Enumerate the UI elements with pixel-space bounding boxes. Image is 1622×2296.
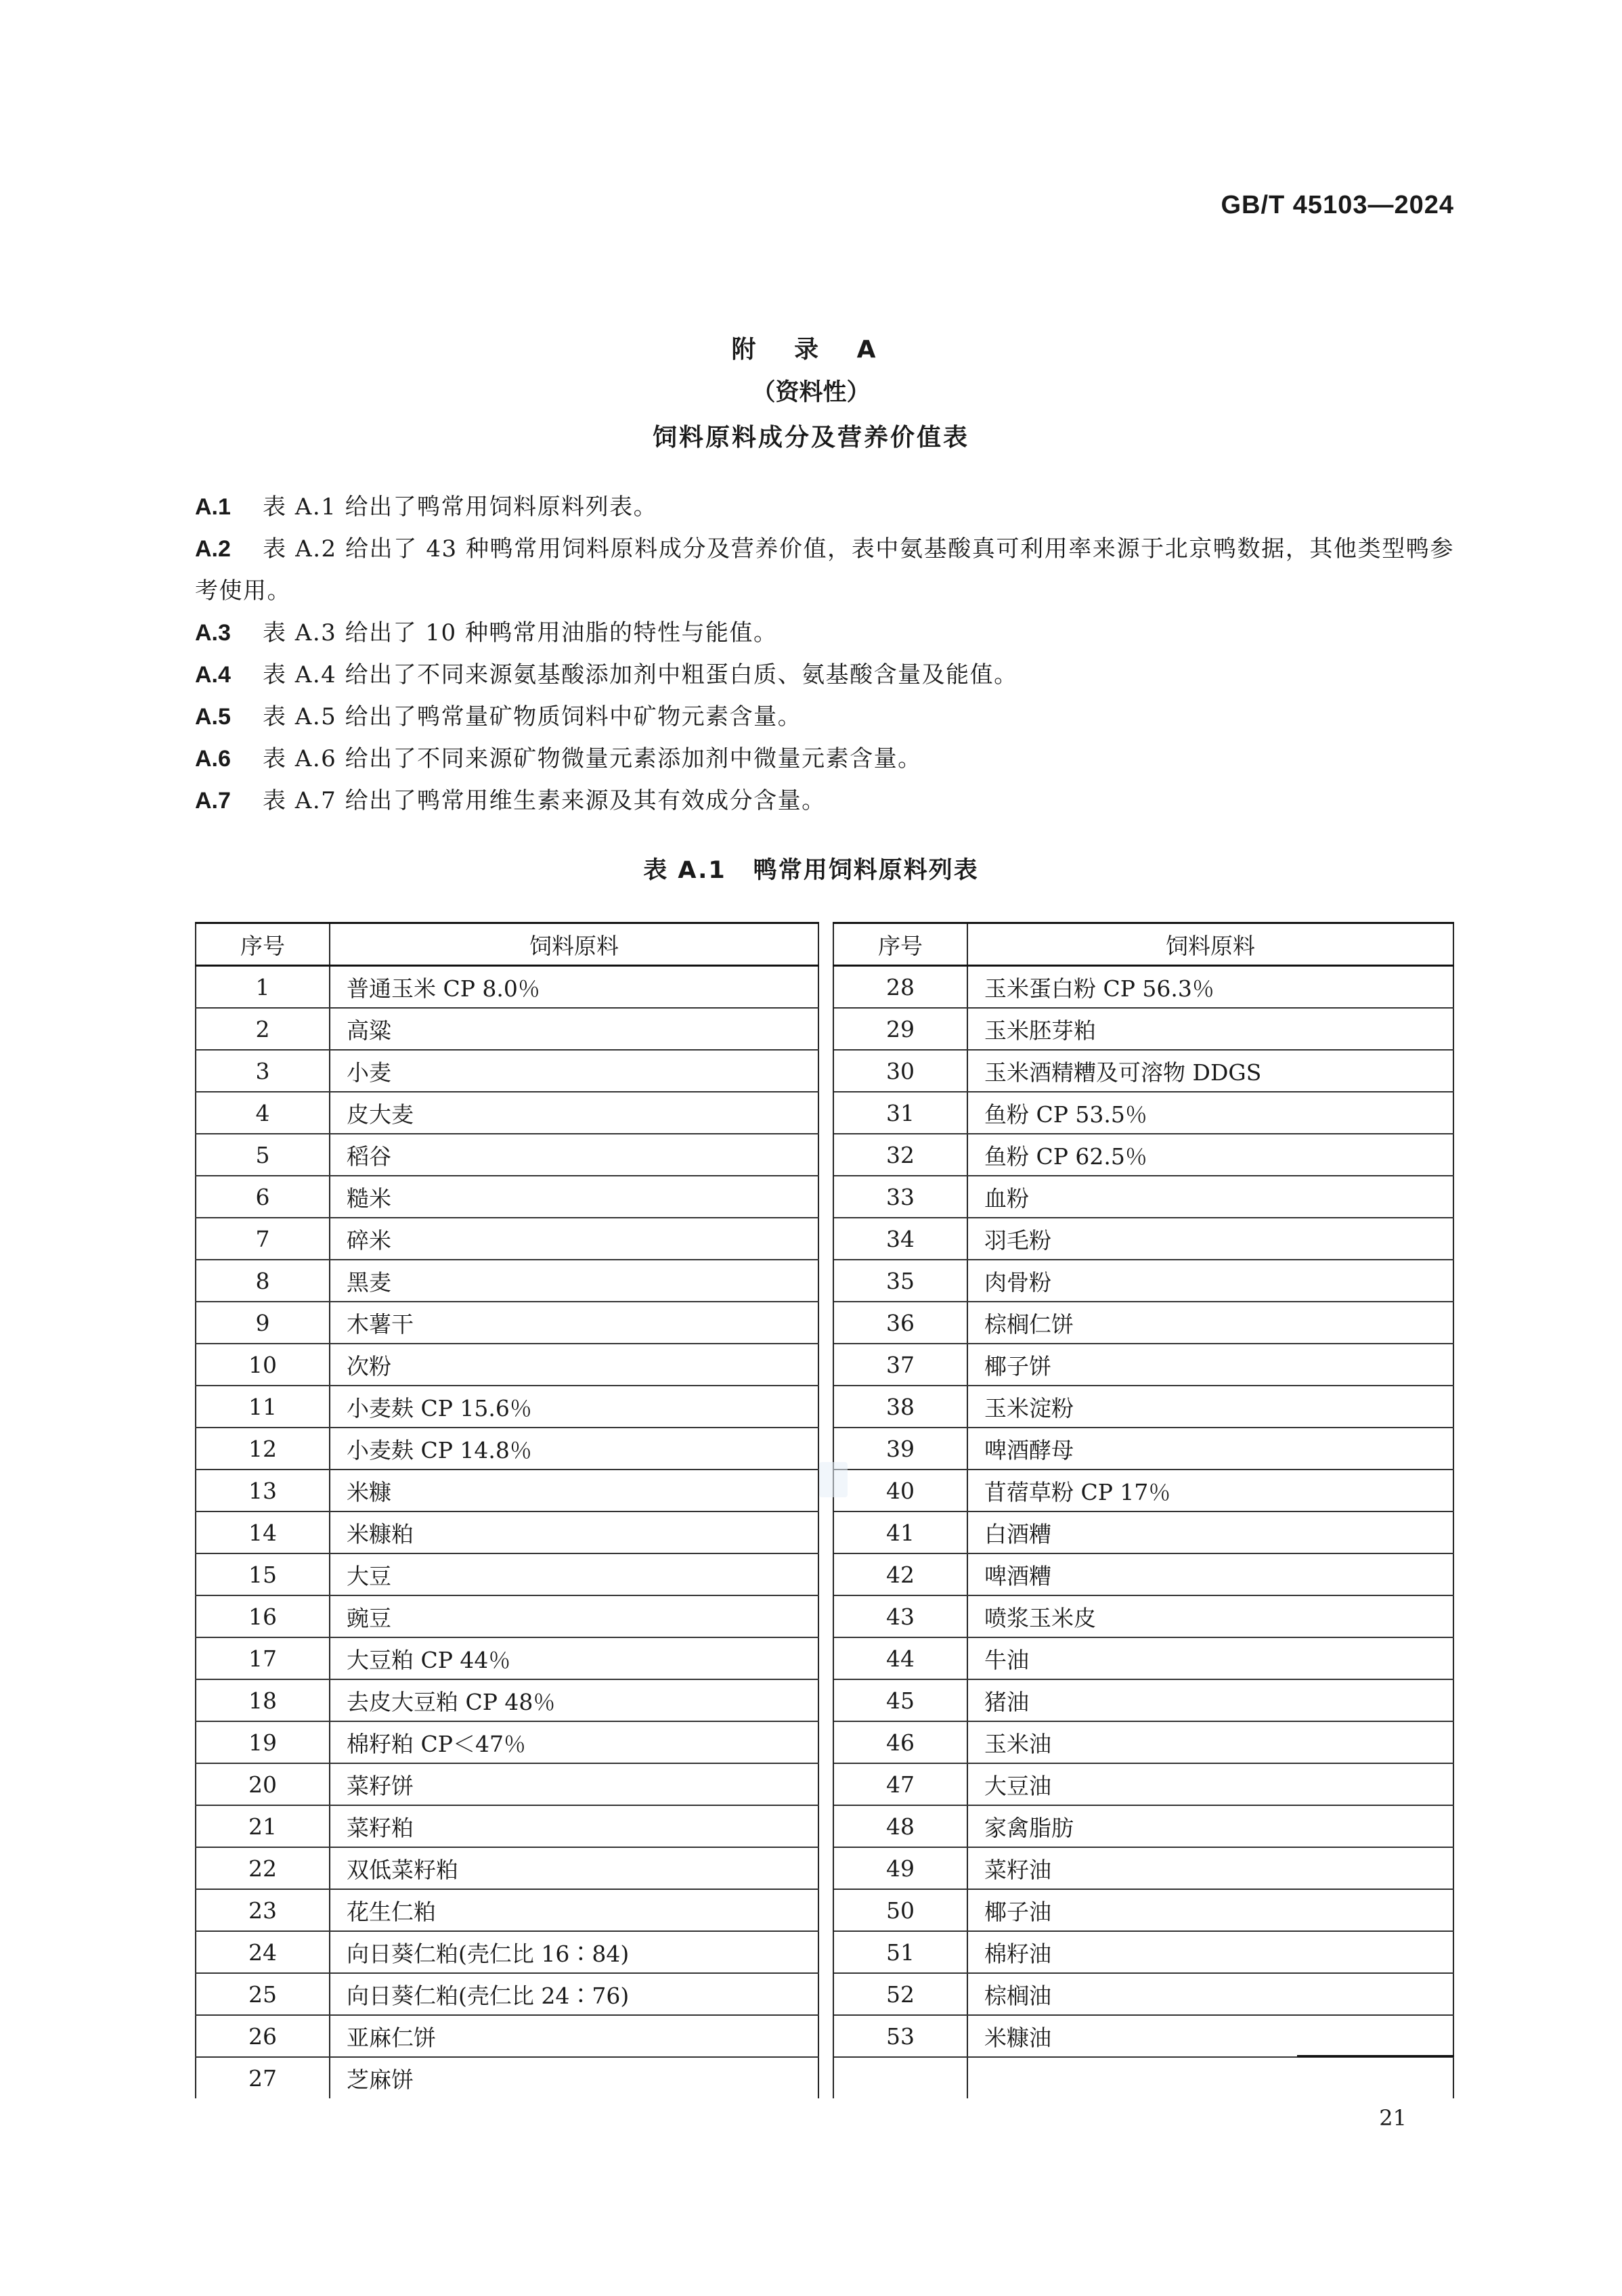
table-end-rule [1297, 2055, 1454, 2057]
table-row [196, 1176, 1453, 1218]
row-ingredient-right-empty [967, 2057, 1453, 2098]
table-row [196, 1386, 1453, 1428]
row-ingredient-left: 棉籽粕 CP＜47％ [330, 1721, 818, 1763]
row-ingredient-left: 糙米 [330, 1176, 818, 1218]
clause-number: A.2 [195, 536, 231, 562]
row-ingredient-right: 鱼粉 CP 62.5％ [967, 1134, 1453, 1176]
table-row [196, 1134, 1453, 1176]
row-ingredient-left: 小麦 [330, 1050, 818, 1092]
row-no-left: 9 [196, 1302, 330, 1344]
row-ingredient-right: 羽毛粉 [967, 1218, 1453, 1260]
table-row [196, 1931, 1453, 1973]
row-ingredient-left: 大豆 [330, 1553, 818, 1595]
table-row [196, 1763, 1453, 1805]
row-ingredient-right: 家禽脂肪 [967, 1805, 1453, 1847]
table-row [196, 1092, 1453, 1134]
table-column-gap [818, 923, 833, 966]
row-ingredient-left: 双低菜籽粕 [330, 1847, 818, 1889]
row-ingredient-left: 稻谷 [330, 1134, 818, 1176]
row-no-right: 51 [833, 1931, 967, 1973]
table-row [196, 1679, 1453, 1721]
row-no-right: 33 [833, 1176, 967, 1218]
clause-list [195, 486, 1454, 822]
row-no-left: 2 [196, 1008, 330, 1050]
clause-number: A.5 [195, 704, 231, 730]
row-no-right: 50 [833, 1889, 967, 1931]
row-no-right: 30 [833, 1050, 967, 1092]
row-ingredient-left: 黑麦 [330, 1260, 818, 1302]
row-ingredient-left: 木薯干 [330, 1302, 818, 1344]
table-column-gap [818, 1134, 833, 1176]
table-column-gap [818, 1386, 833, 1428]
table-row [196, 1847, 1453, 1889]
row-ingredient-right: 棕榈仁饼 [967, 1302, 1453, 1344]
table-column-gap [818, 1595, 833, 1637]
standard-number: GB/T 45103—2024 [1221, 191, 1454, 219]
row-ingredient-left: 菜籽粕 [330, 1805, 818, 1847]
row-no-right: 42 [833, 1553, 967, 1595]
table-row [196, 1302, 1453, 1344]
clause-a7 [195, 780, 1454, 822]
clause-text: 表 A.1 给出了鸭常用饲料原料列表。 [263, 493, 658, 521]
table-row [196, 1721, 1453, 1763]
row-ingredient-right: 大豆油 [967, 1763, 1453, 1805]
table-row [196, 1260, 1453, 1302]
row-ingredient-left: 小麦麸 CP 15.6％ [330, 1386, 818, 1428]
header-name-left: 饲料原料 [330, 923, 818, 966]
clause-a5 [195, 696, 1454, 738]
table-header-row [196, 923, 1453, 966]
table-caption-title: 鸭常用饲料原料列表 [753, 857, 979, 884]
clause-number: A.7 [195, 788, 231, 814]
row-ingredient-left: 大豆粕 CP 44％ [330, 1637, 818, 1679]
row-no-left: 18 [196, 1679, 330, 1721]
row-ingredient-left: 普通玉米 CP 8.0％ [330, 966, 818, 1009]
row-ingredient-right: 血粉 [967, 1176, 1453, 1218]
row-no-left: 21 [196, 1805, 330, 1847]
row-ingredient-right: 牛油 [967, 1637, 1453, 1679]
table-column-gap [818, 1302, 833, 1344]
row-no-left: 10 [196, 1344, 330, 1386]
row-ingredient-left: 向日葵仁粕(壳仁比 24∶76) [330, 1973, 818, 2015]
table-column-gap [818, 1218, 833, 1260]
row-no-right: 48 [833, 1805, 967, 1847]
row-no-left: 15 [196, 1553, 330, 1595]
table-column-gap [818, 1721, 833, 1763]
table-column-gap [818, 1973, 833, 2015]
row-ingredient-left: 高粱 [330, 1008, 818, 1050]
row-no-left: 1 [196, 966, 330, 1009]
watermark-logo [819, 1462, 848, 1497]
clause-number: A.3 [195, 620, 231, 646]
row-no-left: 11 [196, 1386, 330, 1428]
table-body [196, 966, 1453, 2099]
row-ingredient-right: 白酒糟 [967, 1511, 1453, 1553]
row-ingredient-left: 碎米 [330, 1218, 818, 1260]
row-no-left: 8 [196, 1260, 330, 1302]
clause-text: 表 A.3 给出了 10 种鸭常用油脂的特性与能值。 [263, 619, 778, 646]
clause-text: 表 A.4 给出了不同来源氨基酸添加剂中粗蛋白质、氨基酸含量及能值。 [263, 661, 1018, 688]
row-no-left: 13 [196, 1470, 330, 1511]
table-column-gap [818, 1931, 833, 1973]
table-row [196, 1889, 1453, 1931]
table-row [196, 1218, 1453, 1260]
table-row [196, 2015, 1453, 2057]
table-column-gap [818, 1553, 833, 1595]
row-ingredient-right: 喷浆玉米皮 [967, 1595, 1453, 1637]
table-row [196, 1008, 1453, 1050]
table-caption [0, 852, 1622, 885]
row-no-left: 19 [196, 1721, 330, 1763]
row-ingredient-right: 玉米蛋白粉 CP 56.3％ [967, 966, 1453, 1009]
clause-text: 表 A.7 给出了鸭常用维生素来源及其有效成分含量。 [263, 787, 826, 814]
table-row [196, 1637, 1453, 1679]
row-no-left: 17 [196, 1637, 330, 1679]
row-no-right: 34 [833, 1218, 967, 1260]
table-column-gap [818, 1008, 833, 1050]
table-column-gap [818, 966, 833, 1009]
row-no-right: 49 [833, 1847, 967, 1889]
table-column-gap [818, 1511, 833, 1553]
row-ingredient-right: 玉米胚芽粕 [967, 1008, 1453, 1050]
row-no-right: 47 [833, 1763, 967, 1805]
header-no-right: 序号 [833, 923, 967, 966]
row-no-right: 52 [833, 1973, 967, 2015]
row-ingredient-left: 向日葵仁粕(壳仁比 16∶84) [330, 1931, 818, 1973]
row-ingredient-right: 肉骨粉 [967, 1260, 1453, 1302]
row-no-right: 53 [833, 2015, 967, 2057]
table-row [196, 1973, 1453, 2015]
header-name-right: 饲料原料 [967, 923, 1453, 966]
row-no-left: 23 [196, 1889, 330, 1931]
table-row [196, 1050, 1453, 1092]
clause-a6 [195, 738, 1454, 780]
table-row [196, 1511, 1453, 1553]
row-no-right: 29 [833, 1008, 967, 1050]
row-no-right: 37 [833, 1344, 967, 1386]
row-ingredient-right: 椰子油 [967, 1889, 1453, 1931]
row-no-right: 31 [833, 1092, 967, 1134]
row-ingredient-left: 去皮大豆粕 CP 48％ [330, 1679, 818, 1721]
table-column-gap [818, 1050, 833, 1092]
clause-text: 表 A.5 给出了鸭常量矿物质饲料中矿物元素含量。 [263, 703, 802, 730]
table-row [196, 2057, 1453, 2098]
row-ingredient-left: 皮大麦 [330, 1092, 818, 1134]
table-row [196, 1553, 1453, 1595]
table-column-gap [818, 1679, 833, 1721]
row-ingredient-right: 啤酒糟 [967, 1553, 1453, 1595]
row-ingredient-right: 菜籽油 [967, 1847, 1453, 1889]
table-column-gap [818, 2015, 833, 2057]
clause-a4 [195, 654, 1454, 696]
row-no-left: 26 [196, 2015, 330, 2057]
table-row [196, 1805, 1453, 1847]
row-no-left: 25 [196, 1973, 330, 2015]
row-no-left: 14 [196, 1511, 330, 1553]
clause-a1 [195, 486, 1454, 528]
clause-a2 [195, 528, 1454, 612]
row-no-right: 46 [833, 1721, 967, 1763]
feed-ingredient-table [195, 922, 1454, 2098]
row-no-right: 43 [833, 1595, 967, 1637]
table-column-gap [818, 1805, 833, 1847]
row-ingredient-right: 棕榈油 [967, 1973, 1453, 2015]
table-caption-number: 表 A.1 [643, 857, 726, 884]
table-column-gap [818, 1176, 833, 1218]
row-no-left: 20 [196, 1763, 330, 1805]
clause-text: 表 A.2 给出了 43 种鸭常用饲料原料成分及营养价值，表中氨基酸真可利用率来源于北京鸭数据，其他类型鸭参考使用。 [195, 535, 1454, 604]
row-no-left: 5 [196, 1134, 330, 1176]
row-ingredient-right: 米糠油 [967, 2015, 1453, 2057]
row-ingredient-left: 米糠粕 [330, 1511, 818, 1553]
row-no-left: 22 [196, 1847, 330, 1889]
row-ingredient-left: 花生仁粕 [330, 1889, 818, 1931]
row-ingredient-left: 亚麻仁饼 [330, 2015, 818, 2057]
row-no-left: 3 [196, 1050, 330, 1092]
table-row [196, 1344, 1453, 1386]
row-ingredient-left: 菜籽饼 [330, 1763, 818, 1805]
row-ingredient-left: 次粉 [330, 1344, 818, 1386]
row-no-right: 45 [833, 1679, 967, 1721]
row-no-right: 39 [833, 1428, 967, 1470]
appendix-name: 饲料原料成分及营养价值表 [652, 424, 969, 451]
row-no-left: 24 [196, 1931, 330, 1973]
row-ingredient-left: 米糠 [330, 1470, 818, 1511]
row-no-right: 38 [833, 1386, 967, 1428]
row-no-left: 16 [196, 1595, 330, 1637]
table-column-gap [818, 1092, 833, 1134]
row-ingredient-right: 椰子饼 [967, 1344, 1453, 1386]
appendix-title: 附 录 A [731, 336, 891, 363]
table-row [196, 966, 1453, 1009]
clause-number: A.6 [195, 746, 231, 772]
row-no-right: 44 [833, 1637, 967, 1679]
header-no-left: 序号 [196, 923, 330, 966]
row-no-right: 41 [833, 1511, 967, 1553]
table-column-gap [818, 1344, 833, 1386]
table-column-gap [818, 1763, 833, 1805]
table-column-gap [818, 1260, 833, 1302]
table-column-gap [818, 2057, 833, 2098]
row-ingredient-right: 苜蓿草粉 CP 17％ [967, 1470, 1453, 1511]
row-no-left: 27 [196, 2057, 330, 2098]
clause-number: A.4 [195, 662, 231, 688]
row-ingredient-left: 芝麻饼 [330, 2057, 818, 2098]
row-no-right: 32 [833, 1134, 967, 1176]
row-no-left: 4 [196, 1092, 330, 1134]
row-no-right: 36 [833, 1302, 967, 1344]
clause-text: 表 A.6 给出了不同来源矿物微量元素添加剂中微量元素含量。 [263, 745, 922, 772]
row-no-left: 6 [196, 1176, 330, 1218]
row-ingredient-right: 鱼粉 CP 53.5％ [967, 1092, 1453, 1134]
row-ingredient-left: 小麦麸 CP 14.8％ [330, 1428, 818, 1470]
appendix-nature: （资料性） [751, 379, 871, 406]
page-number: 21 [1379, 2105, 1407, 2131]
table-column-gap [818, 1637, 833, 1679]
row-no-right: 40 [833, 1470, 967, 1511]
row-ingredient-right: 猪油 [967, 1679, 1453, 1721]
row-ingredient-right: 玉米酒精糟及可溶物 DDGS [967, 1050, 1453, 1092]
table-column-gap [818, 1889, 833, 1931]
table-row [196, 1595, 1453, 1637]
row-no-left: 12 [196, 1428, 330, 1470]
row-ingredient-left: 豌豆 [330, 1595, 818, 1637]
row-ingredient-right: 玉米油 [967, 1721, 1453, 1763]
clause-number: A.1 [195, 494, 231, 520]
row-no-left: 7 [196, 1218, 330, 1260]
clause-a3 [195, 612, 1454, 654]
row-no-right-empty [833, 2057, 967, 2098]
row-ingredient-right: 棉籽油 [967, 1931, 1453, 1973]
row-no-right: 28 [833, 966, 967, 1009]
row-ingredient-right: 玉米淀粉 [967, 1386, 1453, 1428]
table-column-gap [818, 1847, 833, 1889]
row-no-right: 35 [833, 1260, 967, 1302]
row-ingredient-right: 啤酒酵母 [967, 1428, 1453, 1470]
